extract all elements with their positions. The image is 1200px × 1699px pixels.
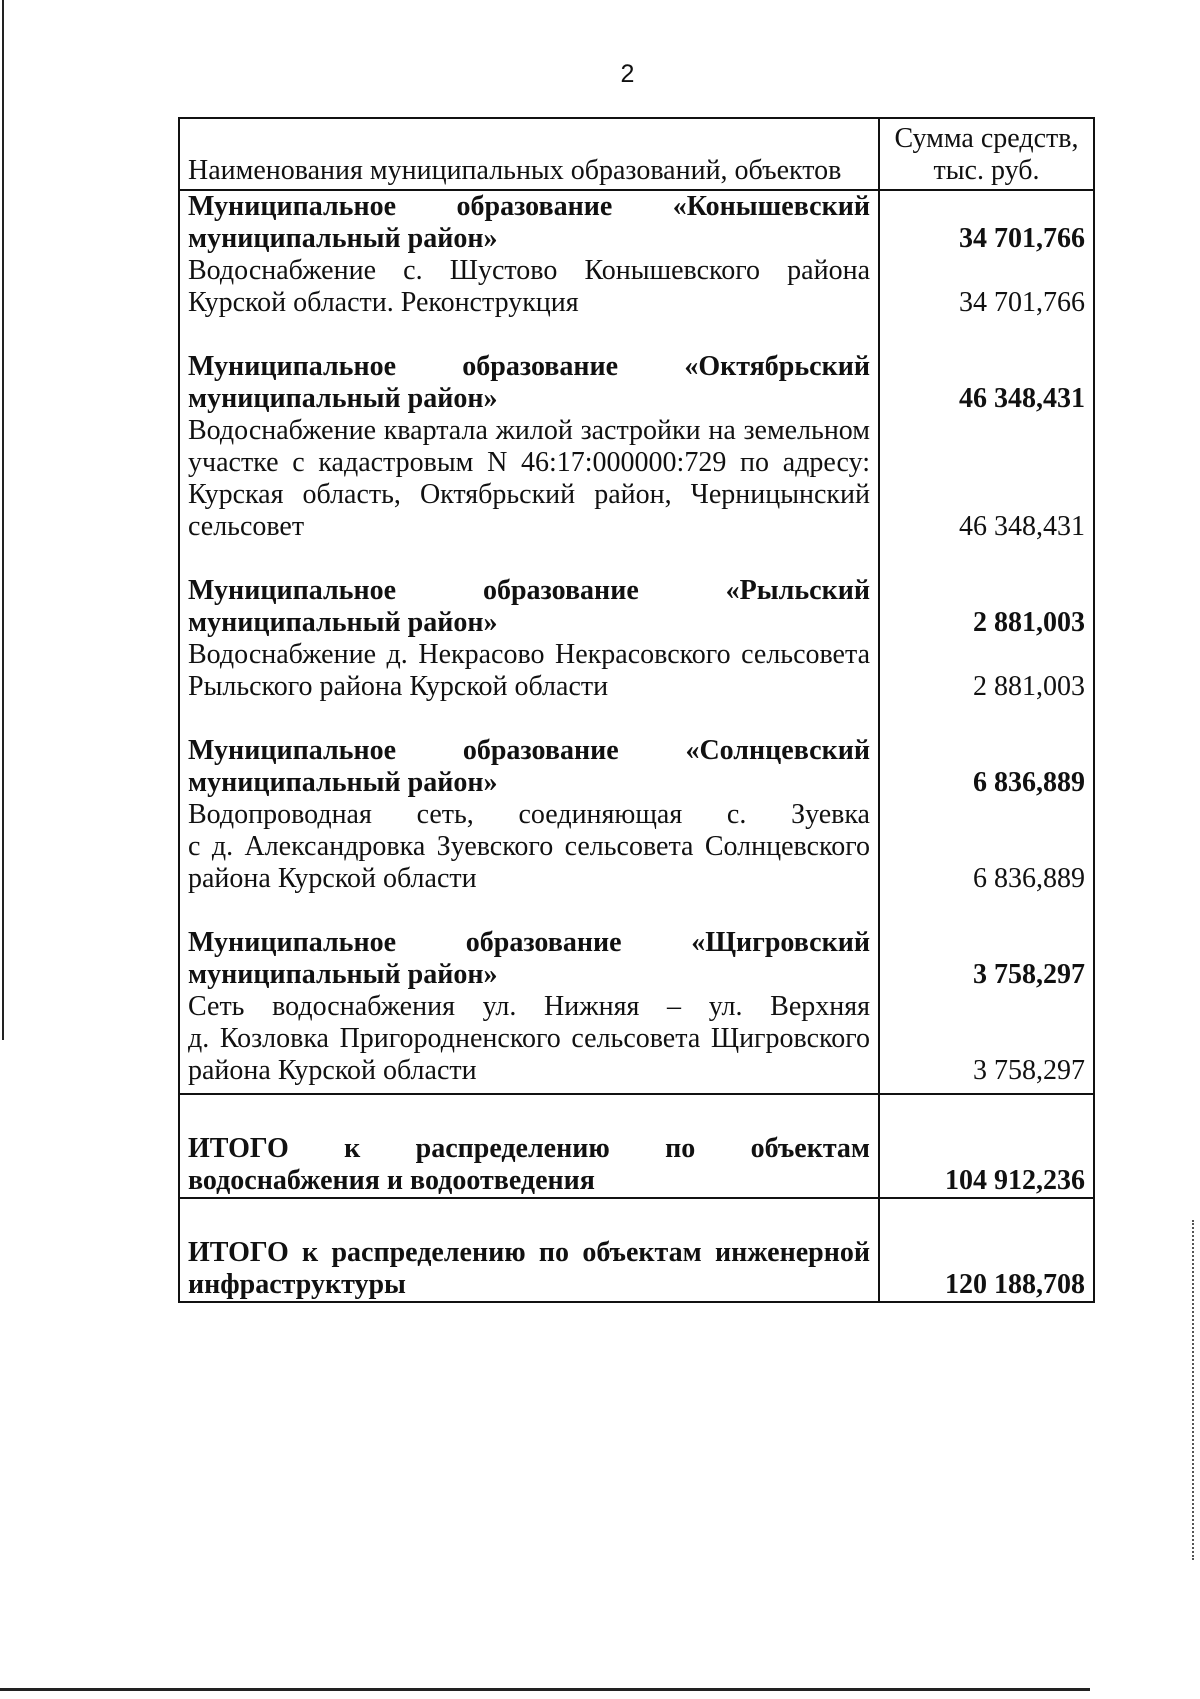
total-value-cell [879, 1198, 1094, 1302]
section-name-cell [179, 735, 879, 927]
section-total: 3 758,297 [973, 959, 1085, 990]
total-label-line1: ИТОГО к распределению по объектам [188, 1133, 870, 1164]
section-amount-cell [879, 735, 1094, 927]
section-title-line1: Муниципальное образование «Солнцевский [188, 735, 870, 766]
total-label-cell [179, 1094, 879, 1198]
total-value: 120 188,708 [945, 1269, 1085, 1300]
section-title-line1: Муниципальное образование «Октябрьский [188, 351, 870, 382]
total-label-line1: ИТОГО к распределению по объектам инженерной [188, 1237, 870, 1268]
section-title-line2: муниципальный район» [188, 959, 498, 990]
object-amount: 46 348,431 [959, 511, 1085, 542]
section-row-rylsky [179, 575, 1094, 735]
object-line3: Курская область, Октябрьский район, Черницынский [188, 479, 870, 510]
section-title-line1: Муниципальное образование «Щигровский [188, 927, 870, 958]
object-line2: участке с кадастровым N 46:17:000000:729 по адресу: [188, 447, 870, 478]
object-amount: 3 758,297 [973, 1055, 1085, 1086]
object-amount: 6 836,889 [973, 863, 1085, 894]
table-header-row [179, 118, 1094, 190]
scan-marks [1192, 1220, 1196, 1560]
section-title-line1: Муниципальное образование «Рыльский [188, 575, 870, 606]
section-title-line2: муниципальный район» [188, 607, 498, 638]
object-line1: Водоснабжение с. Шустово Конышевского района [188, 255, 870, 286]
object-line4: сельсовет [188, 511, 305, 542]
object-line3: района Курской области [188, 1055, 477, 1086]
object-line1: Сеть водоснабжения ул. Нижняя – ул. Верхняя [188, 991, 870, 1022]
section-title-line2: муниципальный район» [188, 223, 498, 254]
section-row-solntsevsky [179, 735, 1094, 927]
object-amount: 2 881,003 [973, 671, 1085, 702]
total-label-line2: водоснабжения и водоотведения [188, 1165, 595, 1196]
total-row-infrastructure [179, 1198, 1094, 1302]
header-sum-line2: тыс. руб. [933, 155, 1040, 186]
allocation-table [178, 117, 1095, 1303]
section-amount-cell [879, 575, 1094, 735]
section-name-cell [179, 927, 879, 1094]
section-amount-cell [879, 927, 1094, 1094]
total-label-cell [179, 1198, 879, 1302]
section-row-shchigrovsky [179, 927, 1094, 1094]
section-total: 34 701,766 [959, 223, 1085, 254]
total-value: 104 912,236 [945, 1165, 1085, 1196]
section-row-oktyabrsky [179, 351, 1094, 575]
section-total: 2 881,003 [973, 607, 1085, 638]
section-name-cell [179, 575, 879, 735]
section-amount-cell [879, 351, 1094, 575]
total-value-cell [879, 1094, 1094, 1198]
object-line3: района Курской области [188, 863, 477, 894]
scan-edge-left [2, 0, 4, 1040]
section-title-line1: Муниципальное образование «Конышевский [188, 191, 870, 222]
object-line1: Водоснабжение квартала жилой застройки на земельном [188, 415, 870, 446]
object-line2: Курской области. Реконструкция [188, 287, 579, 318]
section-row-konyshevsky [179, 190, 1094, 351]
header-sum-cell [879, 118, 1094, 190]
header-name-cell: Наименования муниципальных образований, объектов [179, 118, 879, 190]
scan-edge-bottom [0, 1688, 1090, 1691]
object-line1: Водопроводная сеть, соединяющая с. Зуевка [188, 799, 870, 830]
section-title-line2: муниципальный район» [188, 383, 498, 414]
object-line2: с д. Александровка Зуевского сельсовета Солнцевского [188, 831, 870, 862]
object-line2: Рыльского района Курской области [188, 671, 609, 702]
section-total: 46 348,431 [959, 383, 1085, 414]
header-sum-line1: Сумма средств, [894, 123, 1079, 154]
object-line2: д. Козловка Пригородненского сельсовета Щигровского [188, 1023, 870, 1054]
total-label-line2: инфраструктуры [188, 1269, 406, 1300]
section-amount-cell [879, 190, 1094, 351]
total-row-water [179, 1094, 1094, 1198]
object-amount: 34 701,766 [959, 287, 1085, 318]
section-name-cell [179, 190, 879, 351]
section-total: 6 836,889 [973, 767, 1085, 798]
section-title-line2: муниципальный район» [188, 767, 498, 798]
page-number: 2 [620, 60, 635, 88]
section-name-cell [179, 351, 879, 575]
object-line1: Водоснабжение д. Некрасово Некрасовского сельсовета [188, 639, 870, 670]
